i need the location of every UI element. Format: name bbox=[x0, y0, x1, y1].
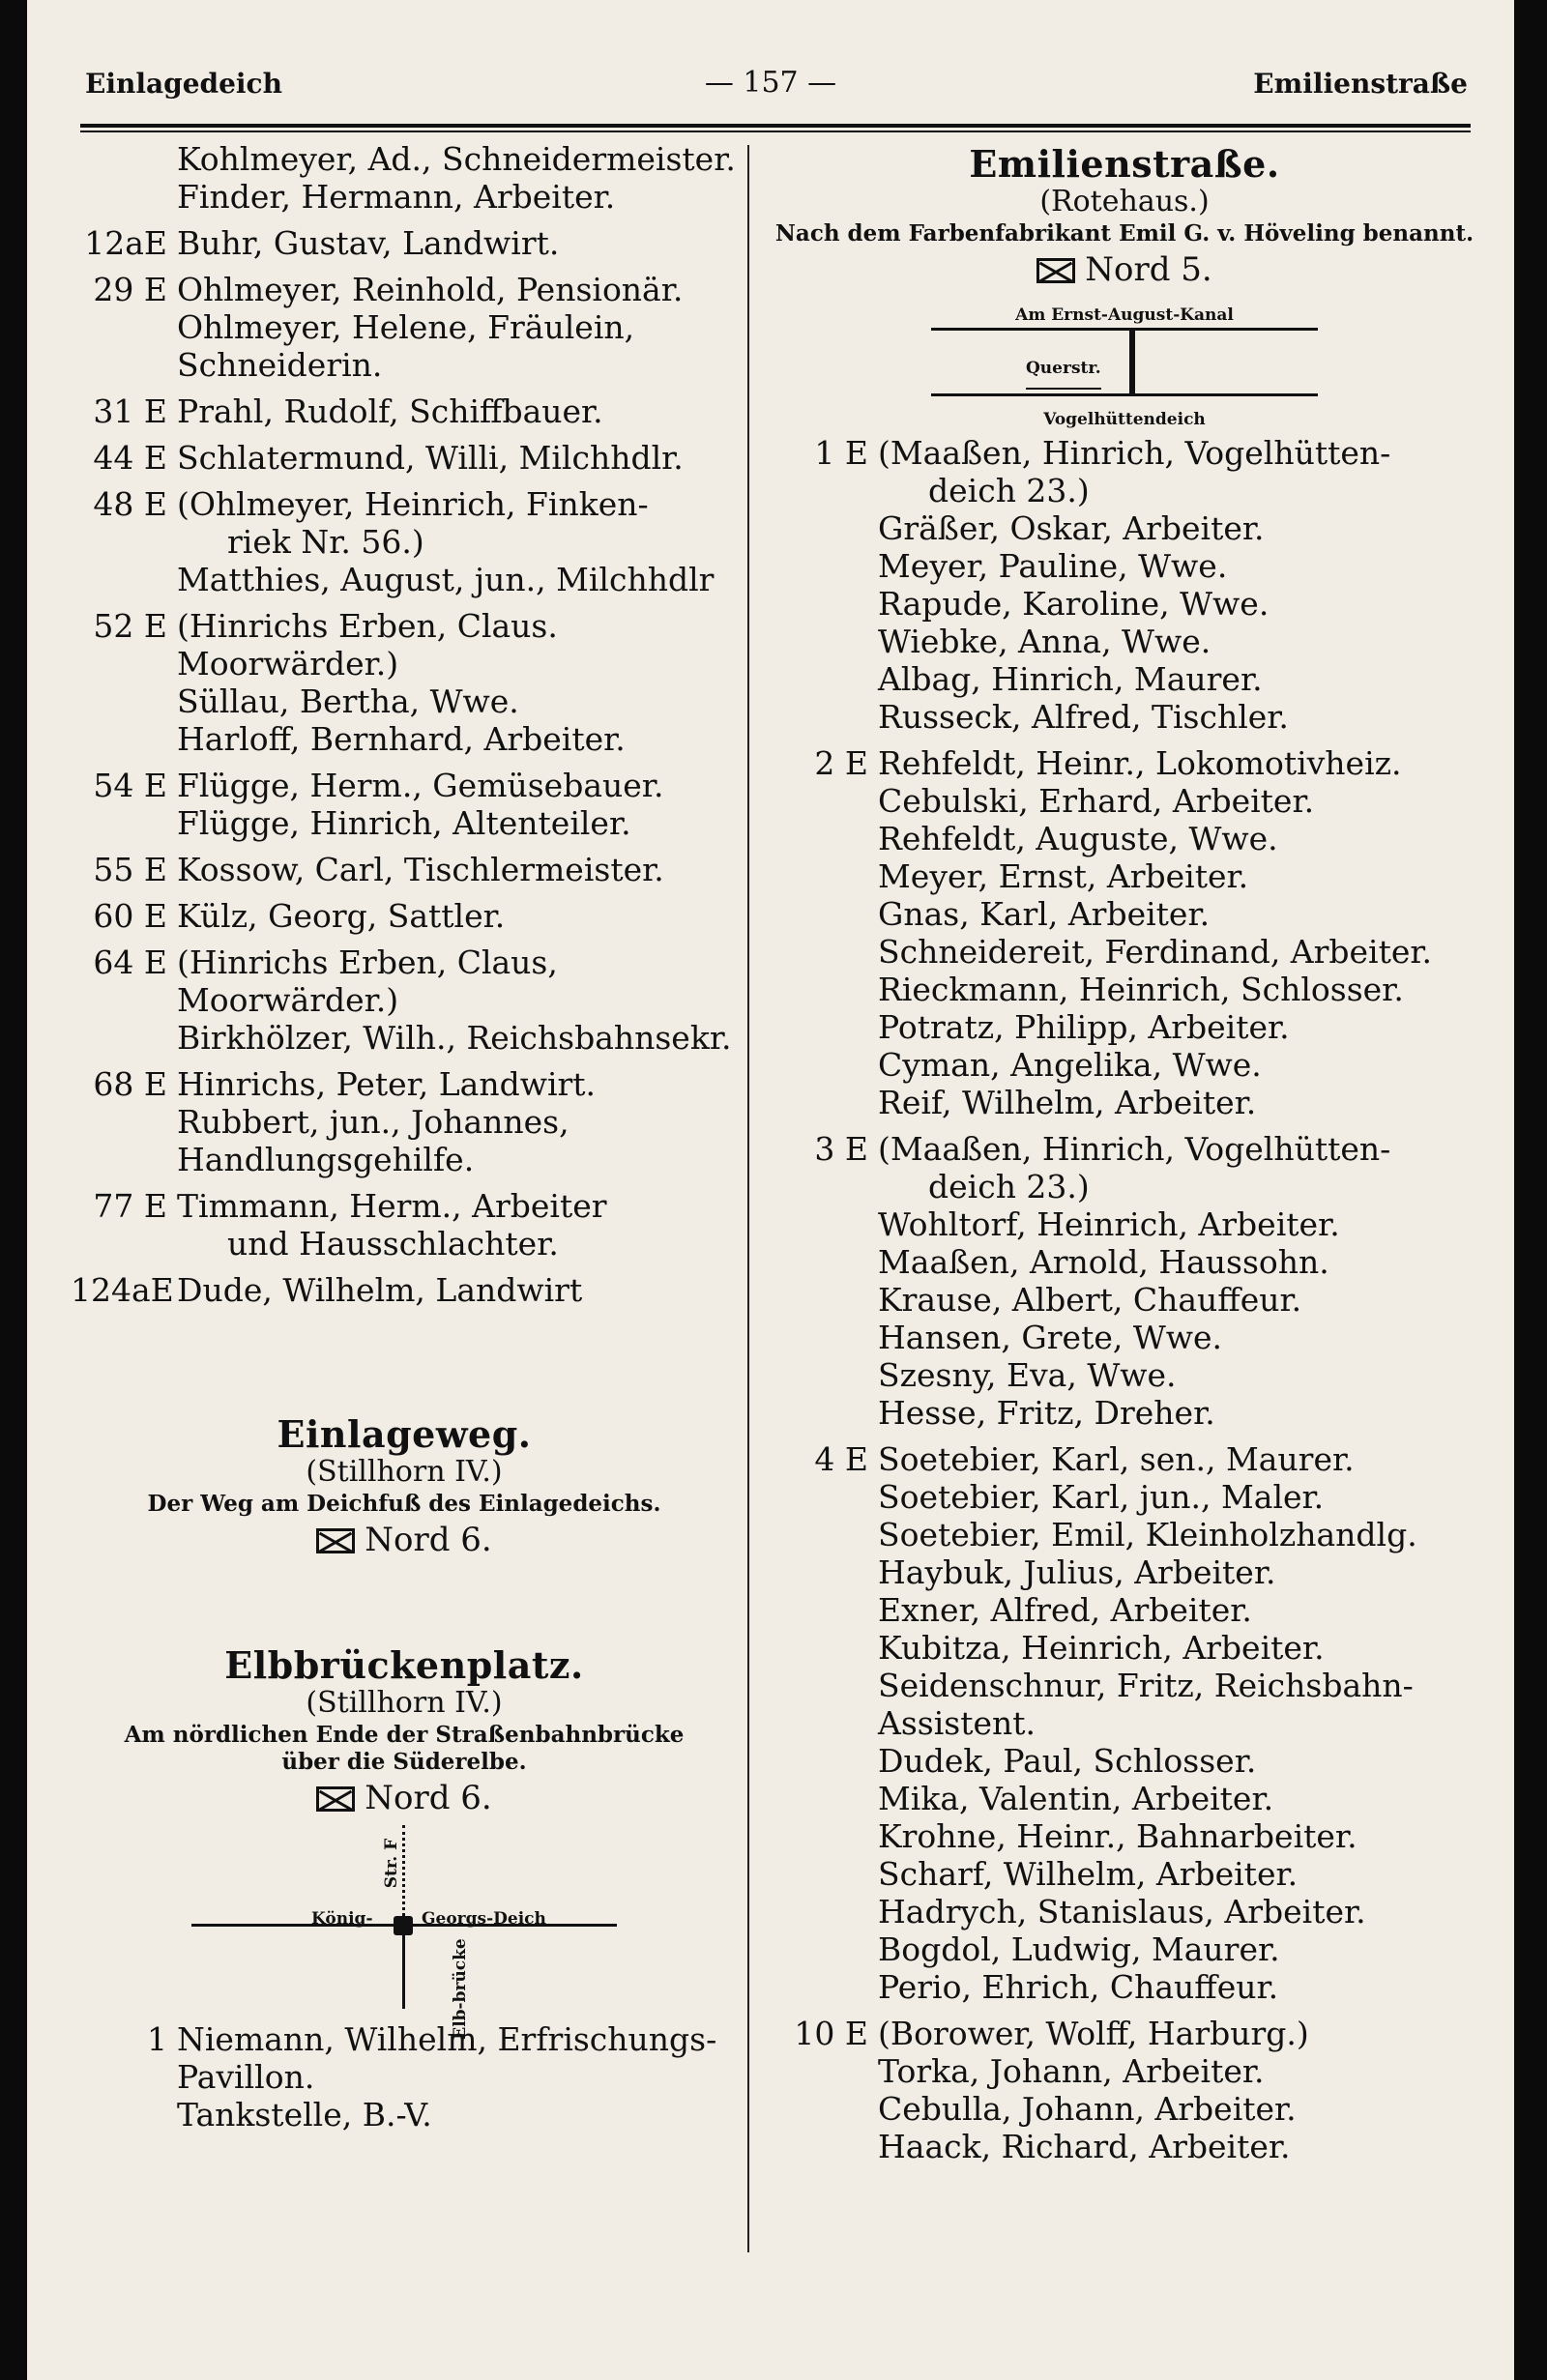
entry-line: Exner, Alfred, Arbeiter. bbox=[878, 1591, 1252, 1629]
house-number: 55 E bbox=[93, 851, 167, 888]
entry-line: Pavillon. bbox=[177, 2058, 315, 2096]
entry-line: (Ohlmeyer, Heinrich, Finken- bbox=[177, 485, 649, 523]
location-sketch-map bbox=[931, 297, 1318, 429]
entry-line: (Maaßen, Hinrich, Vogelhütten- bbox=[878, 434, 1391, 472]
entry-line: Soetebier, Karl, jun., Maler. bbox=[878, 1478, 1325, 1516]
entry-line: Hadrych, Stanislaus, Arbeiter. bbox=[878, 1893, 1366, 1930]
map-label-georgs-deich: Georgs-Deich bbox=[422, 1909, 546, 1929]
postal-district-label: Nord 6. bbox=[365, 1779, 492, 1817]
entry-line: Krohne, Heinr., Bahnarbeiter. bbox=[878, 1817, 1357, 1855]
house-number: 124aE bbox=[71, 1271, 174, 1309]
emilienstrasse-entries bbox=[772, 434, 1477, 2165]
emilienstrasse-section bbox=[772, 142, 1477, 429]
entry-line: Torka, Johann, Arbeiter. bbox=[878, 2052, 1265, 2090]
map-bridge-line bbox=[402, 1927, 405, 2009]
envelope-icon bbox=[1036, 258, 1075, 283]
entry-line: Soetebier, Karl, sen., Maurer. bbox=[878, 1440, 1355, 1478]
entry-line: Potratz, Philipp, Arbeiter. bbox=[878, 1008, 1290, 1046]
postal-district bbox=[71, 1780, 738, 1817]
entry-line: Dude, Wilhelm, Landwirt bbox=[177, 1271, 583, 1309]
section-district: (Stillhorn IV.) bbox=[306, 1455, 503, 1489]
entry-line: Külz, Georg, Sattler. bbox=[177, 897, 506, 935]
directory-entry bbox=[71, 485, 738, 598]
house-number: 12aE bbox=[84, 224, 167, 262]
section-title: Einlageweg. bbox=[277, 1412, 532, 1456]
entry-line: Finder, Hermann, Arbeiter. bbox=[177, 178, 616, 216]
entry-line: Flügge, Herm., Gemüsebauer. bbox=[177, 767, 664, 804]
entry-line: Niemann, Wilhelm, Erfrischungs- bbox=[177, 2020, 717, 2058]
right-column bbox=[772, 142, 1477, 2174]
entry-line: (Hinrichs Erben, Claus. bbox=[177, 607, 558, 645]
directory-entry bbox=[71, 1271, 738, 1309]
entry-line: Moorwärder.) bbox=[177, 981, 399, 1019]
entry-line: Scharf, Wilhelm, Arbeiter. bbox=[878, 1855, 1299, 1893]
section-district: (Stillhorn IV.) bbox=[306, 1686, 503, 1720]
entry-line: Schlatermund, Willi, Milchhdlr. bbox=[177, 439, 684, 477]
running-head-right: Emilienstraße bbox=[1253, 68, 1468, 100]
directory-entry bbox=[71, 943, 738, 1057]
entry-line: Dudek, Paul, Schlosser. bbox=[878, 1742, 1257, 1780]
directory-entry bbox=[71, 2020, 738, 2133]
einlagedeich-entries bbox=[71, 140, 738, 1309]
entry-line: Flügge, Hinrich, Altenteiler. bbox=[177, 804, 631, 842]
entry-line: Haybuk, Julius, Arbeiter. bbox=[878, 1553, 1276, 1591]
house-number: 29 E bbox=[93, 271, 167, 308]
entry-line: Hinrichs, Peter, Landwirt. bbox=[177, 1065, 597, 1103]
map-road-top bbox=[931, 328, 1318, 331]
house-number: 3 E bbox=[814, 1130, 868, 1168]
house-number: 54 E bbox=[93, 767, 167, 804]
entry-line: Hansen, Grete, Wwe. bbox=[878, 1319, 1223, 1356]
directory-page bbox=[27, 0, 1514, 2380]
map-label-querstr: Querstr. bbox=[1026, 350, 1101, 390]
entry-line: Tankstelle, B.-V. bbox=[177, 2096, 432, 2133]
entry-line: Kohlmeyer, Ad., Schneidermeister. bbox=[177, 140, 736, 178]
directory-entry bbox=[71, 140, 738, 216]
entry-line: Russeck, Alfred, Tischler. bbox=[878, 698, 1289, 736]
directory-entry bbox=[71, 439, 738, 477]
directory-entry bbox=[71, 607, 738, 758]
directory-entry bbox=[772, 744, 1477, 1121]
entry-line: Meyer, Ernst, Arbeiter. bbox=[878, 857, 1249, 895]
entry-line: deich 23.) bbox=[928, 1168, 1090, 1205]
map-location-marker bbox=[394, 1916, 413, 1935]
section-district: (Rotehaus.) bbox=[1039, 185, 1210, 218]
directory-entry bbox=[71, 224, 738, 262]
directory-entry bbox=[772, 1130, 1477, 1432]
entry-line: Handlungsgehilfe. bbox=[177, 1141, 475, 1178]
postal-district bbox=[772, 251, 1477, 289]
map-label-elbbruecke: Elb-brücke bbox=[450, 1938, 470, 2040]
entry-line: Seidenschnur, Fritz, Reichsbahn- bbox=[878, 1667, 1414, 1704]
entry-line: Bogdol, Ludwig, Maurer. bbox=[878, 1930, 1280, 1968]
entry-line: Soetebier, Emil, Kleinholzhandlg. bbox=[878, 1516, 1417, 1553]
postal-district bbox=[71, 1522, 738, 1559]
house-number: 4 E bbox=[814, 1440, 868, 1478]
postal-district-label: Nord 5. bbox=[1085, 250, 1212, 289]
entry-line: und Hausschlachter. bbox=[227, 1225, 559, 1263]
directory-entry bbox=[71, 897, 738, 935]
entry-line: Haack, Richard, Arbeiter. bbox=[878, 2128, 1291, 2165]
entry-line: Ohlmeyer, Helene, Fräulein, bbox=[177, 308, 635, 346]
house-number: 77 E bbox=[93, 1187, 167, 1225]
entry-line: Rieckmann, Heinrich, Schlosser. bbox=[878, 971, 1404, 1008]
section-description-line1: Am nördlichen Ende der Straßenbahnbrücke bbox=[124, 1722, 685, 1748]
entry-line: Perio, Ehrich, Chauffeur. bbox=[878, 1968, 1279, 2006]
map-label-ernst-august-kanal: Am Ernst-August-Kanal bbox=[1015, 305, 1234, 325]
entry-line: Harloff, Bernhard, Arbeiter. bbox=[177, 720, 626, 758]
entry-line: Meyer, Pauline, Wwe. bbox=[878, 547, 1228, 585]
entry-line: Gräßer, Oskar, Arbeiter. bbox=[878, 509, 1265, 547]
entry-line: Buhr, Gustav, Landwirt. bbox=[177, 224, 560, 262]
entry-line: Assistent. bbox=[878, 1704, 1036, 1742]
entry-line: (Hinrichs Erben, Claus, bbox=[177, 943, 558, 981]
map-label-vogelhuettendeich: Vogelhüttendeich bbox=[1043, 410, 1206, 429]
entry-line: Szesny, Eva, Wwe. bbox=[878, 1356, 1177, 1394]
directory-entry bbox=[772, 434, 1477, 736]
directory-entry bbox=[71, 851, 738, 888]
entry-line: Cebulski, Erhard, Arbeiter. bbox=[878, 782, 1315, 820]
running-head-left: Einlagedeich bbox=[85, 68, 282, 100]
entry-line: (Maaßen, Hinrich, Vogelhütten- bbox=[878, 1130, 1391, 1168]
directory-entry bbox=[772, 1440, 1477, 2006]
directory-entry bbox=[71, 767, 738, 842]
entry-line: Hesse, Fritz, Dreher. bbox=[878, 1394, 1215, 1432]
entry-line: Rubbert, jun., Johannes, bbox=[177, 1103, 569, 1141]
page-number: — 157 — bbox=[704, 66, 837, 100]
entry-line: Albag, Hinrich, Maurer. bbox=[878, 660, 1263, 698]
house-number: 52 E bbox=[93, 607, 167, 645]
house-number: 68 E bbox=[93, 1065, 167, 1103]
house-number: 60 E bbox=[93, 897, 167, 935]
directory-entry bbox=[71, 392, 738, 430]
entry-line: Maaßen, Arnold, Haussohn. bbox=[878, 1243, 1329, 1281]
left-column bbox=[71, 140, 738, 2142]
section-description: Nach dem Farbenfabrikant Emil G. v. Höveling benannt. bbox=[774, 220, 1474, 247]
entry-line: Timmann, Herm., Arbeiter bbox=[177, 1187, 607, 1225]
map-label-koenig: König- bbox=[311, 1909, 373, 1929]
map-road-bottom bbox=[931, 393, 1318, 396]
house-number: 1 E bbox=[814, 434, 868, 472]
directory-entry bbox=[71, 1187, 738, 1263]
house-number: 31 E bbox=[93, 392, 167, 430]
directory-entry bbox=[71, 1065, 738, 1178]
entry-line: (Borower, Wolff, Harburg.) bbox=[878, 2015, 1309, 2052]
section-title: Emilienstraße. bbox=[969, 142, 1280, 186]
house-number: 48 E bbox=[93, 485, 167, 523]
envelope-icon bbox=[316, 1528, 355, 1553]
entry-line: riek Nr. 56.) bbox=[227, 523, 424, 561]
column-divider bbox=[747, 145, 749, 2252]
entry-line: Schneiderin. bbox=[177, 346, 383, 384]
entry-line: Birkhölzer, Wilh., Reichsbahnsekr. bbox=[177, 1019, 732, 1057]
entry-line: Rehfeldt, Heinr., Lokomotivheiz. bbox=[878, 744, 1402, 782]
header-rule-thin bbox=[80, 131, 1471, 132]
entry-line: Ohlmeyer, Reinhold, Pensionär. bbox=[177, 271, 684, 308]
entry-line: Matthies, August, jun., Milchhdlr bbox=[177, 561, 715, 598]
header-rule bbox=[80, 124, 1471, 128]
entry-line: Prahl, Rudolf, Schiffbauer. bbox=[177, 392, 603, 430]
einlageweg-section bbox=[71, 1412, 738, 1559]
house-number: 64 E bbox=[93, 943, 167, 981]
entry-line: Rapude, Karoline, Wwe. bbox=[878, 585, 1270, 623]
envelope-icon bbox=[316, 1786, 355, 1812]
entry-line: Mika, Valentin, Arbeiter. bbox=[878, 1780, 1274, 1817]
location-sketch-map bbox=[191, 1825, 617, 2040]
entry-line: Süllau, Bertha, Wwe. bbox=[177, 682, 519, 720]
entry-line: Schneidereit, Ferdinand, Arbeiter. bbox=[878, 933, 1433, 971]
entry-line: deich 23.) bbox=[928, 472, 1090, 509]
entry-line: Rehfeldt, Auguste, Wwe. bbox=[878, 820, 1278, 857]
entry-line: Cebulla, Johann, Arbeiter. bbox=[878, 2090, 1297, 2128]
entry-line: Kubitza, Heinrich, Arbeiter. bbox=[878, 1629, 1325, 1667]
elbbrueckenplatz-entries bbox=[71, 2020, 738, 2133]
house-number: 2 E bbox=[814, 744, 868, 782]
house-number: 1 bbox=[147, 2020, 167, 2058]
entry-line: Wiebke, Anna, Wwe. bbox=[878, 623, 1211, 660]
entry-line: Cyman, Angelika, Wwe. bbox=[878, 1046, 1262, 1084]
entry-line: Kossow, Carl, Tischlermeister. bbox=[177, 851, 664, 888]
entry-line: Moorwärder.) bbox=[177, 645, 399, 682]
map-road-vertical bbox=[1129, 331, 1135, 394]
section-title: Elbbrückenplatz. bbox=[224, 1643, 584, 1687]
entry-line: Reif, Wilhelm, Arbeiter. bbox=[878, 1084, 1257, 1121]
postal-district-label: Nord 6. bbox=[365, 1521, 492, 1559]
directory-entry bbox=[772, 2015, 1477, 2165]
house-number: 44 E bbox=[93, 439, 167, 477]
section-description: Der Weg am Deichfuß des Einlagedeichs. bbox=[147, 1491, 661, 1517]
directory-entry bbox=[71, 271, 738, 384]
map-label-street-f: Str. F bbox=[382, 1838, 402, 1889]
section-description-line2: über die Süderelbe. bbox=[281, 1749, 527, 1775]
entry-line: Gnas, Karl, Arbeiter. bbox=[878, 895, 1211, 933]
entry-line: Krause, Albert, Chauffeur. bbox=[878, 1281, 1302, 1319]
entry-line: Wohltorf, Heinrich, Arbeiter. bbox=[878, 1205, 1340, 1243]
house-number: 10 E bbox=[794, 2015, 868, 2052]
